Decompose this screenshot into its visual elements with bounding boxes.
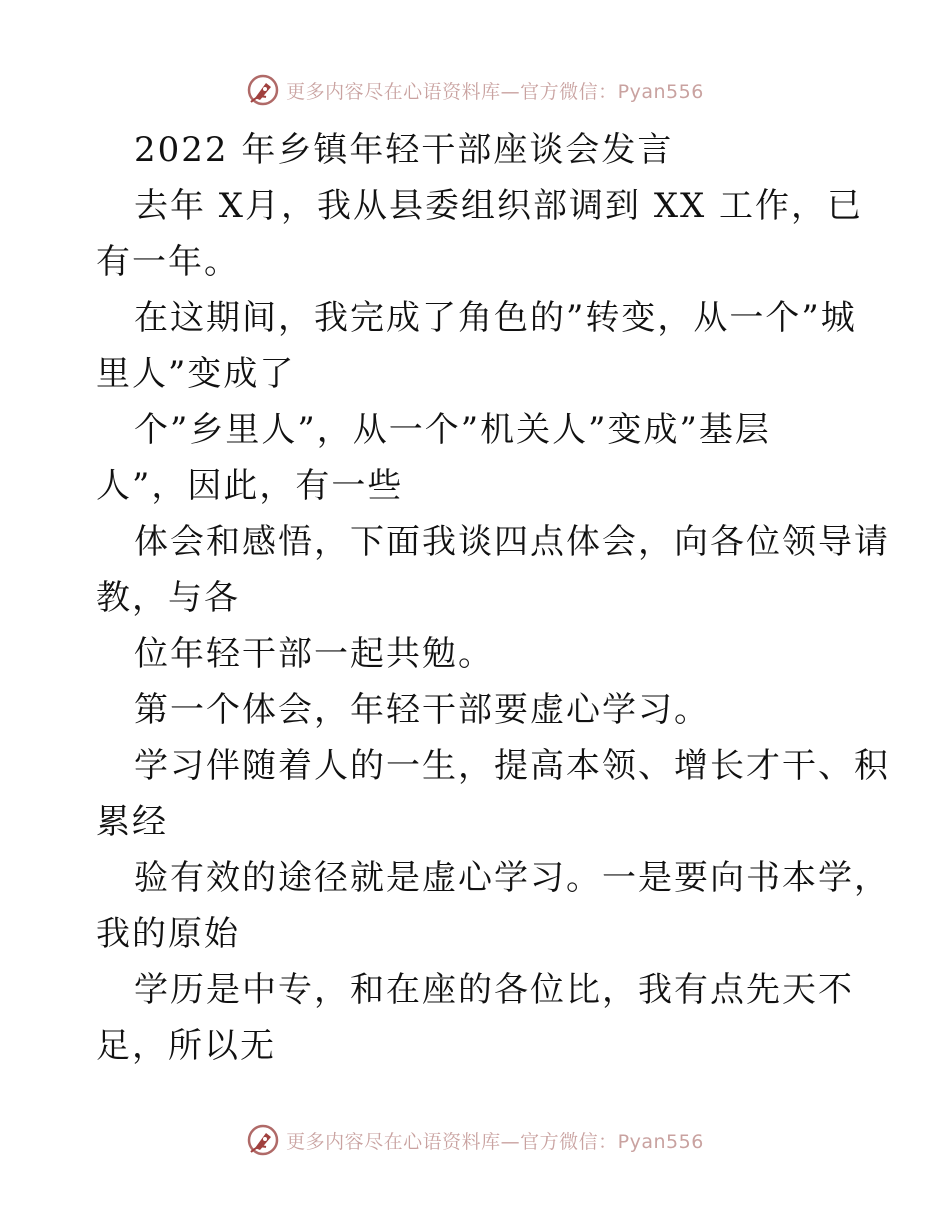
watermark-text: 更多内容尽在心语资料库—官方微信：Pyan556 — [286, 80, 704, 103]
watermark-footer — [0, 1120, 950, 1160]
text-line: 学历是中专，和在座的各位比，我有点先天不 — [134, 970, 854, 1010]
pen-nib-circle-icon — [246, 73, 280, 107]
text-line: 验有效的途径就是虚心学习。一是要向书本学， — [134, 858, 890, 898]
text-line: 人”，因此，有一些 — [96, 466, 404, 506]
document-body — [96, 122, 890, 1074]
watermark-brand — [246, 1123, 704, 1157]
text-line: 体会和感悟，下面我谈四点体会，向各位领导请 — [134, 522, 890, 562]
text-line: 个”乡里人”，从一个”机关人”变成”基层 — [134, 410, 771, 450]
pen-nib-circle-icon — [246, 1123, 280, 1157]
text-line: 第一个体会，年轻干部要虚心学习。 — [134, 690, 710, 730]
document-title: 2022 年乡镇年轻干部座谈会发言 — [134, 130, 674, 170]
text-line: 学习伴随着人的一生，提高本领、增长才干、积 — [134, 746, 890, 786]
watermark-brand — [246, 73, 704, 107]
text-line: 教，与各 — [96, 578, 240, 618]
text-line: 足，所以无 — [96, 1026, 276, 1066]
text-line: 去年 X月，我从县委组织部调到 XX 工作，已 — [134, 186, 864, 226]
watermark-header — [0, 70, 950, 110]
text-line: 在这期间，我完成了角色的”转变，从一个”城 — [134, 298, 857, 338]
text-line: 位年轻干部一起共勉。 — [134, 634, 494, 674]
text-line: 累经 — [96, 802, 168, 842]
text-line: 我的原始 — [96, 914, 240, 954]
watermark-text: 更多内容尽在心语资料库—官方微信：Pyan556 — [286, 1130, 704, 1153]
text-line: 有一年。 — [96, 242, 240, 282]
text-line: 里人”变成了 — [96, 354, 296, 394]
